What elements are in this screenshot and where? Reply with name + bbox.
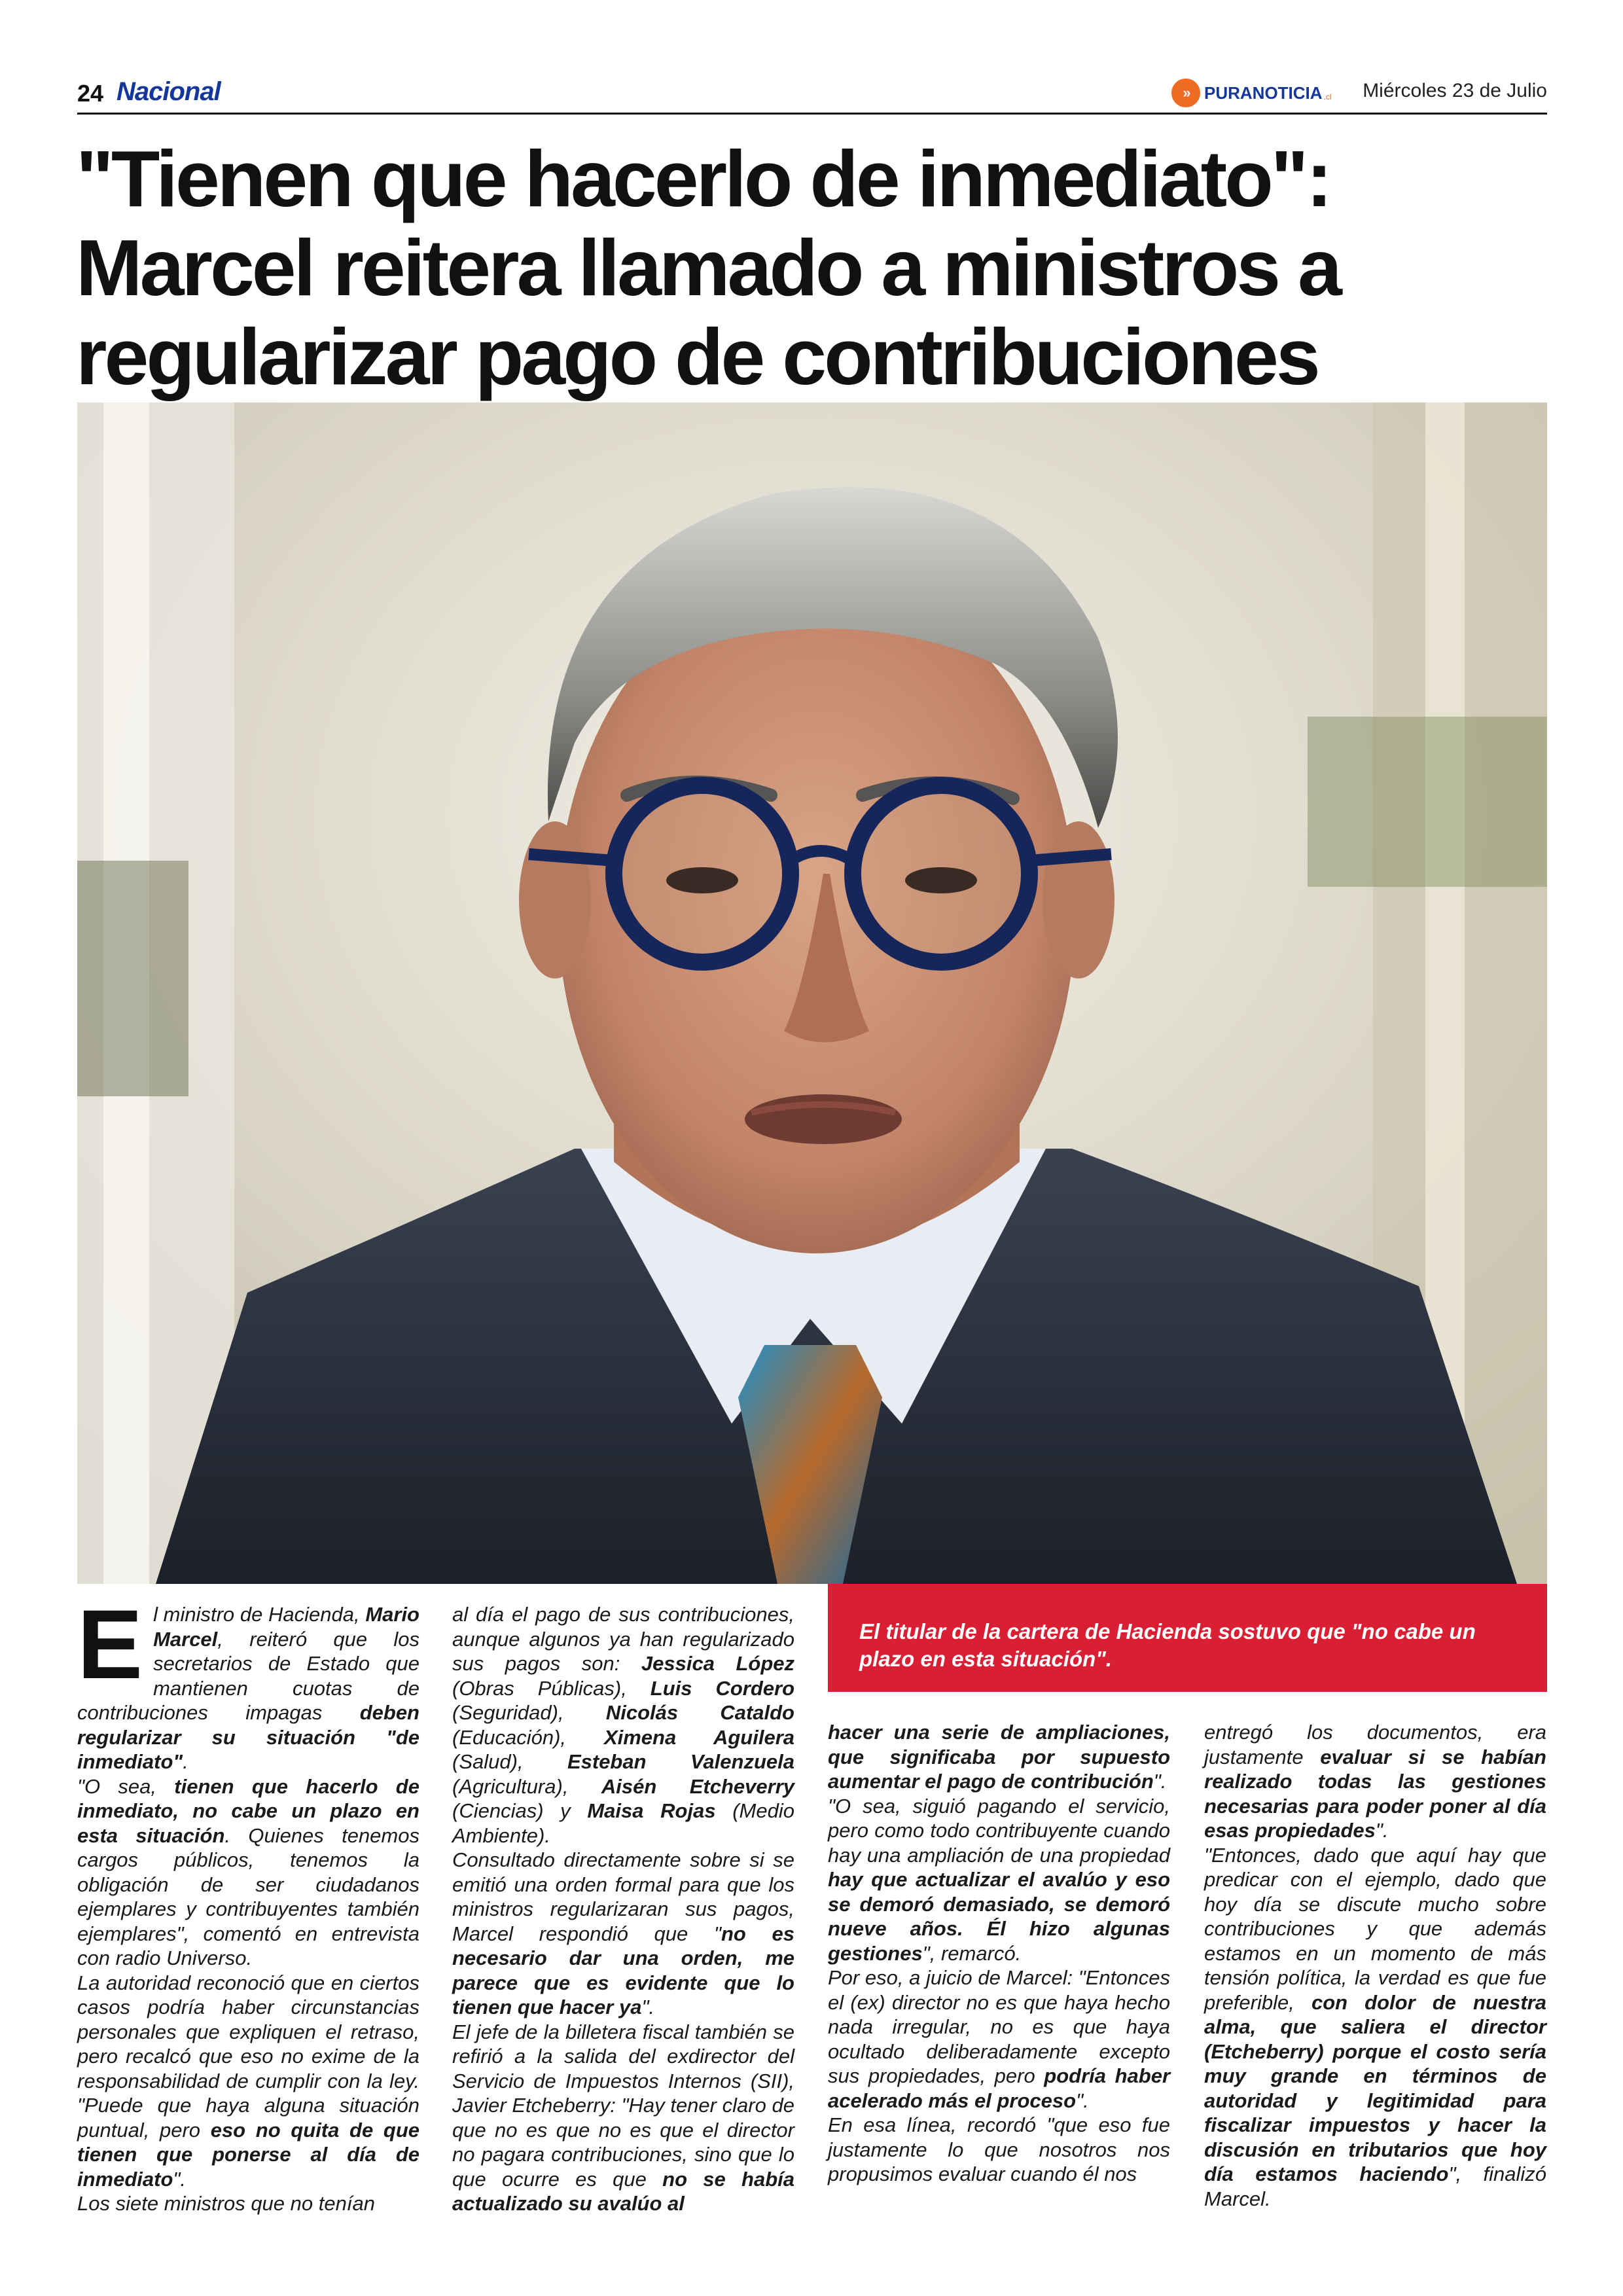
body-text: . Quienes tenemos cargos públicos, tenemos la obligación de ser ciudadanos ejemplares y contribuyentes también ejemplares", comentó en entrevista con radio Universo. bbox=[77, 1823, 419, 1969]
body-text: ", remarcó. bbox=[922, 1941, 1022, 1965]
body-text: ". bbox=[1375, 1819, 1389, 1842]
column-text bbox=[1204, 1720, 1546, 2211]
body-text: entregó los documentos, era justamente bbox=[1204, 1721, 1546, 1768]
emphasis-text: Jessica López bbox=[641, 1652, 795, 1675]
body-text: Consultado directamente sobre si se emitió una orden formal para que los ministros regularizaran sus pagos, Marcel respondió que " bbox=[452, 1848, 794, 1945]
emphasis-text: Maisa Rojas bbox=[587, 1799, 716, 1822]
emphasis-text: Luis Cordero bbox=[650, 1676, 795, 1700]
emphasis-text: no es necesario dar una orden, me parece que es evidente que lo tienen que hacer ya bbox=[452, 1922, 794, 2018]
issue-date: Miércoles 23 de Julio bbox=[1363, 80, 1547, 101]
body-text: (Salud), bbox=[452, 1750, 567, 1773]
body-text: Por eso, a juicio de Marcel: "Entonces el (ex) director no es que haya hecho nada irregular, no es que haya ocultado deliberadamente excepto sus propiedades, pero bbox=[828, 1966, 1170, 2087]
body-text: (Medio Ambiente). bbox=[452, 1799, 794, 1847]
emphasis-text: Ximena Aguilera bbox=[603, 1725, 794, 1749]
page-header bbox=[77, 73, 1547, 113]
body-text: El jefe de la billetera fiscal también se refirió a la salida del exdirector del Servicio de Impuestos Internos (SII), Javier Etcheberry: "Hay tener claro de que no es que no es que el director no pagara contribuciones, sino que lo que ocurre es que bbox=[452, 2020, 794, 2191]
emphasis-text: evaluar si se habían realizado todas las gestiones necesarias para poder poner al día esas propiedades bbox=[1204, 1745, 1546, 1842]
emphasis-text: con dolor de nuestra alma, que saliera el director (Etcheberry) porque el costo sería muy grande en términos de autoridad y legitimidad para fiscalizar impuestos y hacer la discusión en tributarios que hoy día estamos haciendo bbox=[1204, 1990, 1546, 2185]
section-name: Nacional bbox=[116, 77, 221, 106]
article-column-3 bbox=[828, 1720, 1170, 2187]
article-column-1 bbox=[77, 1589, 419, 2216]
portrait-photo bbox=[77, 403, 1547, 1584]
body-text: "Entonces, dado que aquí hay que predicar con el ejemplo, dado que hoy día se discute mucho sobre contribuciones y que además estamos en un momento de más tensión política, la verdad es que fue preferible, bbox=[1204, 1843, 1546, 2014]
caption-text: El titular de la cartera de Hacienda sostuvo que "no cabe un plazo en esta situación". bbox=[859, 1619, 1476, 1671]
body-text: ". bbox=[641, 1996, 655, 2018]
article-column-4 bbox=[1204, 1720, 1546, 2211]
emphasis-text: podría haber acelerado más el proceso bbox=[828, 2064, 1171, 2112]
emphasis-text: hacer una serie de ampliaciones, que significaba por supuesto aumentar el pago de contribución bbox=[828, 1721, 1170, 1793]
emphasis-text: no se había actualizado su avalúo al bbox=[452, 2167, 794, 2215]
drop-cap: E bbox=[77, 1589, 143, 1699]
body-text: La autoridad reconoció que en ciertos casos podría haber circunstancias personales que expliquen el retraso, pero recalcó que eso no exime de la responsabilidad de cumplir con la ley. "Puede que haya alguna situación puntual, pero bbox=[77, 1971, 419, 2142]
headline: "Tienen que hacerlo de inmediato": Marcel reitera llamado a ministros a regularizar pago de contribuciones bbox=[76, 134, 1340, 401]
emphasis-text: Esteban Valenzuela bbox=[567, 1750, 794, 1773]
body-text: ". bbox=[173, 2167, 187, 2191]
body-text: ". bbox=[1076, 2089, 1089, 2112]
body-text: al día el pago de sus contribuciones, aunque algunos ya han regularizado sus pagos son: bbox=[452, 1603, 794, 1675]
body-text: l ministro de Hacienda, bbox=[153, 1603, 366, 1626]
body-text: "O sea, siguió pagando el servicio, pero como todo contribuyente cuando hay una ampliación de una propiedad bbox=[828, 1794, 1170, 1867]
body-text: (Educación), bbox=[452, 1725, 604, 1749]
body-text: (Ciencias) y bbox=[452, 1799, 588, 1822]
column-text bbox=[452, 1602, 794, 2216]
body-text: (Agricultura), bbox=[452, 1774, 601, 1798]
brand-name: PURANOTICIA bbox=[1204, 82, 1323, 103]
body-text: "O sea, bbox=[77, 1774, 175, 1798]
body-text: (Seguridad), bbox=[452, 1701, 606, 1724]
body-text: , reiteró que los secretarios de Estado que mantienen cuotas de contribuciones impagas bbox=[77, 1627, 419, 1724]
brand-suffix: .cl bbox=[1323, 92, 1332, 101]
body-text: En esa línea, recordó "que eso fue justamente lo que nosotros nos propusimos evaluar cuando él nos bbox=[828, 2113, 1170, 2185]
body-text: Los siete ministros que no tenían bbox=[77, 2192, 375, 2215]
photo-caption bbox=[828, 1584, 1547, 1692]
article-column-2 bbox=[452, 1602, 794, 2216]
body-text: . bbox=[183, 1750, 188, 1773]
emphasis-text: eso no quita de que tienen que ponerse al día de inmediato bbox=[77, 2118, 419, 2191]
body-text: ", finalizó Marcel. bbox=[1204, 2162, 1546, 2210]
emphasis-text: Aisén Etcheverry bbox=[601, 1774, 794, 1798]
column-text bbox=[828, 1720, 1170, 2187]
emphasis-text: hay que actualizar el avalúo y eso se demoró demasiado, se demoró nueve años. Él hizo algunas gestiones bbox=[828, 1868, 1170, 1965]
header-divider bbox=[77, 113, 1547, 115]
brand-logo bbox=[1171, 79, 1332, 107]
emphasis-text: Mario Marcel bbox=[153, 1603, 419, 1651]
brand-arrows-icon: » bbox=[1171, 79, 1200, 107]
body-text: (Obras Públicas), bbox=[452, 1676, 651, 1700]
emphasis-text: tienen que hacerlo de inmediato, no cabe un plazo en esta situación bbox=[77, 1774, 419, 1847]
emphasis-text: Nicolás Cataldo bbox=[605, 1701, 794, 1724]
page-number: 24 bbox=[77, 80, 104, 107]
body-text: ". bbox=[1153, 1770, 1167, 1793]
emphasis-text: deben regularizar su situación "de inmediato" bbox=[77, 1701, 419, 1773]
